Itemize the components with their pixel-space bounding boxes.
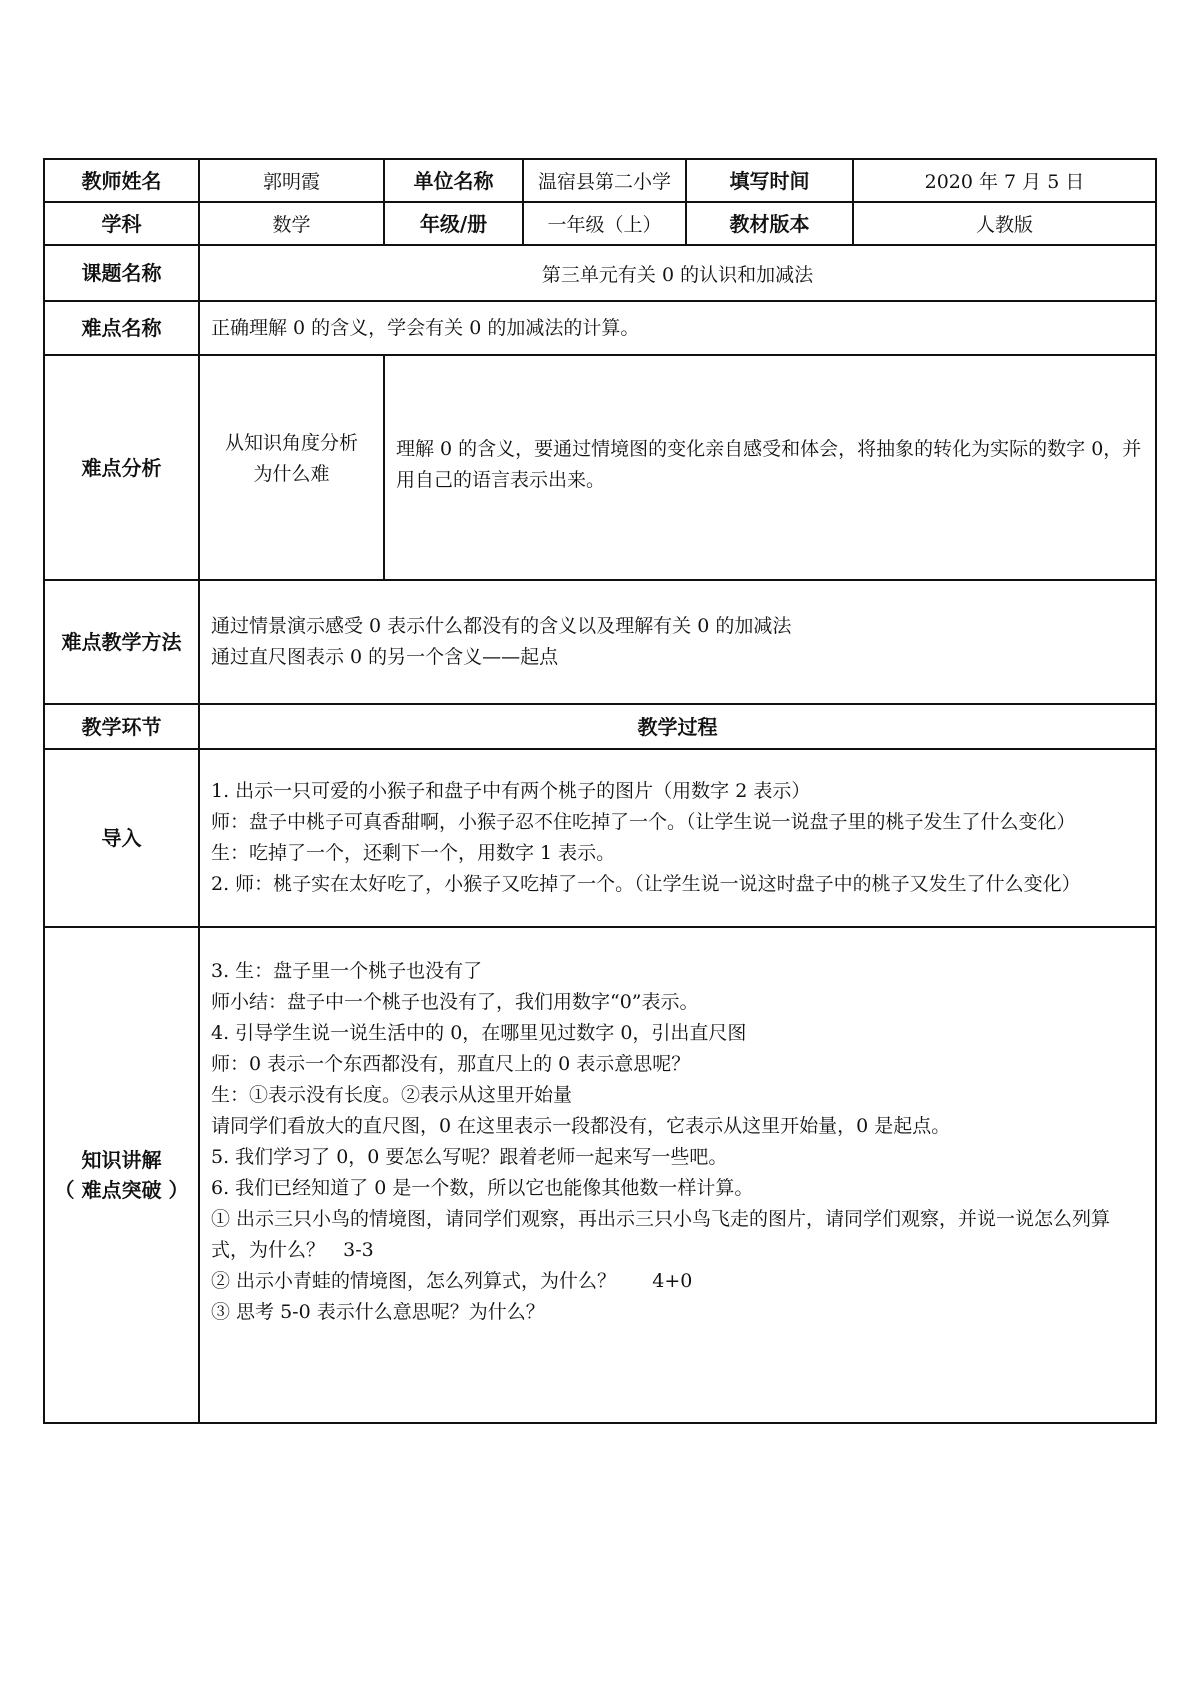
difficulty-label: 难点名称 xyxy=(44,301,199,355)
intro-content xyxy=(199,749,1156,927)
topic-value: 第三单元有关 0 的认识和加减法 xyxy=(199,245,1156,301)
knowledge-line: ① 出示三只小鸟的情境图，请同学们观察，再出示三只小鸟飞走的图片，请同学们观察，并说一说怎么列算式，为什么？ 3-3 xyxy=(211,1208,1111,1261)
difficulty-row xyxy=(44,301,1156,355)
knowledge-line: 4. 引导学生说一说生活中的 0，在哪里见过数字 0，引出直尺图 xyxy=(211,1022,747,1044)
method-label: 难点教学方法 xyxy=(44,580,199,704)
analysis-value: 理解 0 的含义，要通过情境图的变化亲自感受和体会，将抽象的转化为实际的数字 0，并用自己的语言表示出来。 xyxy=(384,355,1156,580)
knowledge-line: 6. 我们已经知道了 0 是一个数，所以它也能像其他数一样计算。 xyxy=(211,1177,754,1199)
intro-label: 导入 xyxy=(44,749,199,927)
intro-line: 2. 师：桃子实在太好吃了，小猴子又吃掉了一个。（让学生说一说这时盘子中的桃子又发生了什么变化） xyxy=(211,873,1081,895)
date-value: 2020 年 7 月 5 日 xyxy=(853,159,1156,202)
analysis-row xyxy=(44,355,1156,580)
knowledge-line: 师：0 表示一个东西都没有，那直尺上的 0 表示意思呢？ xyxy=(211,1053,691,1075)
subject-value: 数学 xyxy=(199,202,384,245)
knowledge-line: 3. 生：盘子里一个桃子也没有了 xyxy=(211,960,483,982)
difficulty-value: 正确理解 0 的含义，学会有关 0 的加减法的计算。 xyxy=(199,301,1156,355)
lesson-plan-table xyxy=(43,158,1157,1424)
stage-header: 教学环节 xyxy=(44,704,199,749)
topic-row xyxy=(44,245,1156,301)
knowledge-line: 5. 我们学习了 0，0 要怎么写呢？跟着老师一起来写一些吧。 xyxy=(211,1146,728,1168)
header-row-2 xyxy=(44,202,1156,245)
knowledge-content xyxy=(199,927,1156,1423)
header-row-1 xyxy=(44,159,1156,202)
teacher-value: 郭明霞 xyxy=(199,159,384,202)
intro-line: 1. 出示一只可爱的小猴子和盘子中有两个桃子的图片（用数字 2 表示） xyxy=(211,780,811,802)
date-label: 填写时间 xyxy=(686,159,853,202)
edition-label: 教材版本 xyxy=(686,202,853,245)
lesson-plan-sheet xyxy=(43,158,1155,1424)
process-header: 教学过程 xyxy=(199,704,1156,749)
unit-label: 单位名称 xyxy=(384,159,523,202)
method-value xyxy=(199,580,1156,704)
knowledge-line: 生：①表示没有长度。②表示从这里开始量 xyxy=(211,1084,573,1106)
grade-value: 一年级（上） xyxy=(523,202,686,245)
method-line: 通过情景演示感受 0 表示什么都没有的含义以及理解有关 0 的加减法 xyxy=(211,615,792,637)
teacher-label: 教师姓名 xyxy=(44,159,199,202)
subject-label: 学科 xyxy=(44,202,199,245)
grade-label: 年级/册 xyxy=(384,202,523,245)
process-header-row xyxy=(44,704,1156,749)
knowledge-row xyxy=(44,927,1156,1423)
method-row xyxy=(44,580,1156,704)
knowledge-line: ② 出示小青蛙的情境图，怎么列算式，为什么？ 4+0 xyxy=(211,1270,693,1292)
intro-row xyxy=(44,749,1156,927)
intro-line: 生：吃掉了一个，还剩下一个，用数字 1 表示。 xyxy=(211,842,616,864)
unit-value: 温宿县第二小学 xyxy=(523,159,686,202)
edition-value: 人教版 xyxy=(853,202,1156,245)
intro-line: 师：盘子中桃子可真香甜啊，小猴子忍不住吃掉了一个。（让学生说一说盘子里的桃子发生了什么变化） xyxy=(211,811,1076,833)
analysis-sub-label: 从知识角度分析 为什么难 xyxy=(199,355,384,580)
analysis-label: 难点分析 xyxy=(44,355,199,580)
knowledge-line: 师小结：盘子中一个桃子也没有了，我们用数字“0”表示。 xyxy=(211,991,699,1013)
topic-label: 课题名称 xyxy=(44,245,199,301)
method-line: 通过直尺图表示 0 的另一个含义——起点 xyxy=(211,646,559,668)
knowledge-line: 请同学们看放大的直尺图，0 在这里表示一段都没有，它表示从这里开始量，0 是起点。 xyxy=(211,1115,951,1137)
knowledge-line: ③ 思考 5-0 表示什么意思呢？为什么？ xyxy=(211,1301,545,1323)
knowledge-label: 知识讲解 （ 难点突破 ） xyxy=(44,927,199,1423)
